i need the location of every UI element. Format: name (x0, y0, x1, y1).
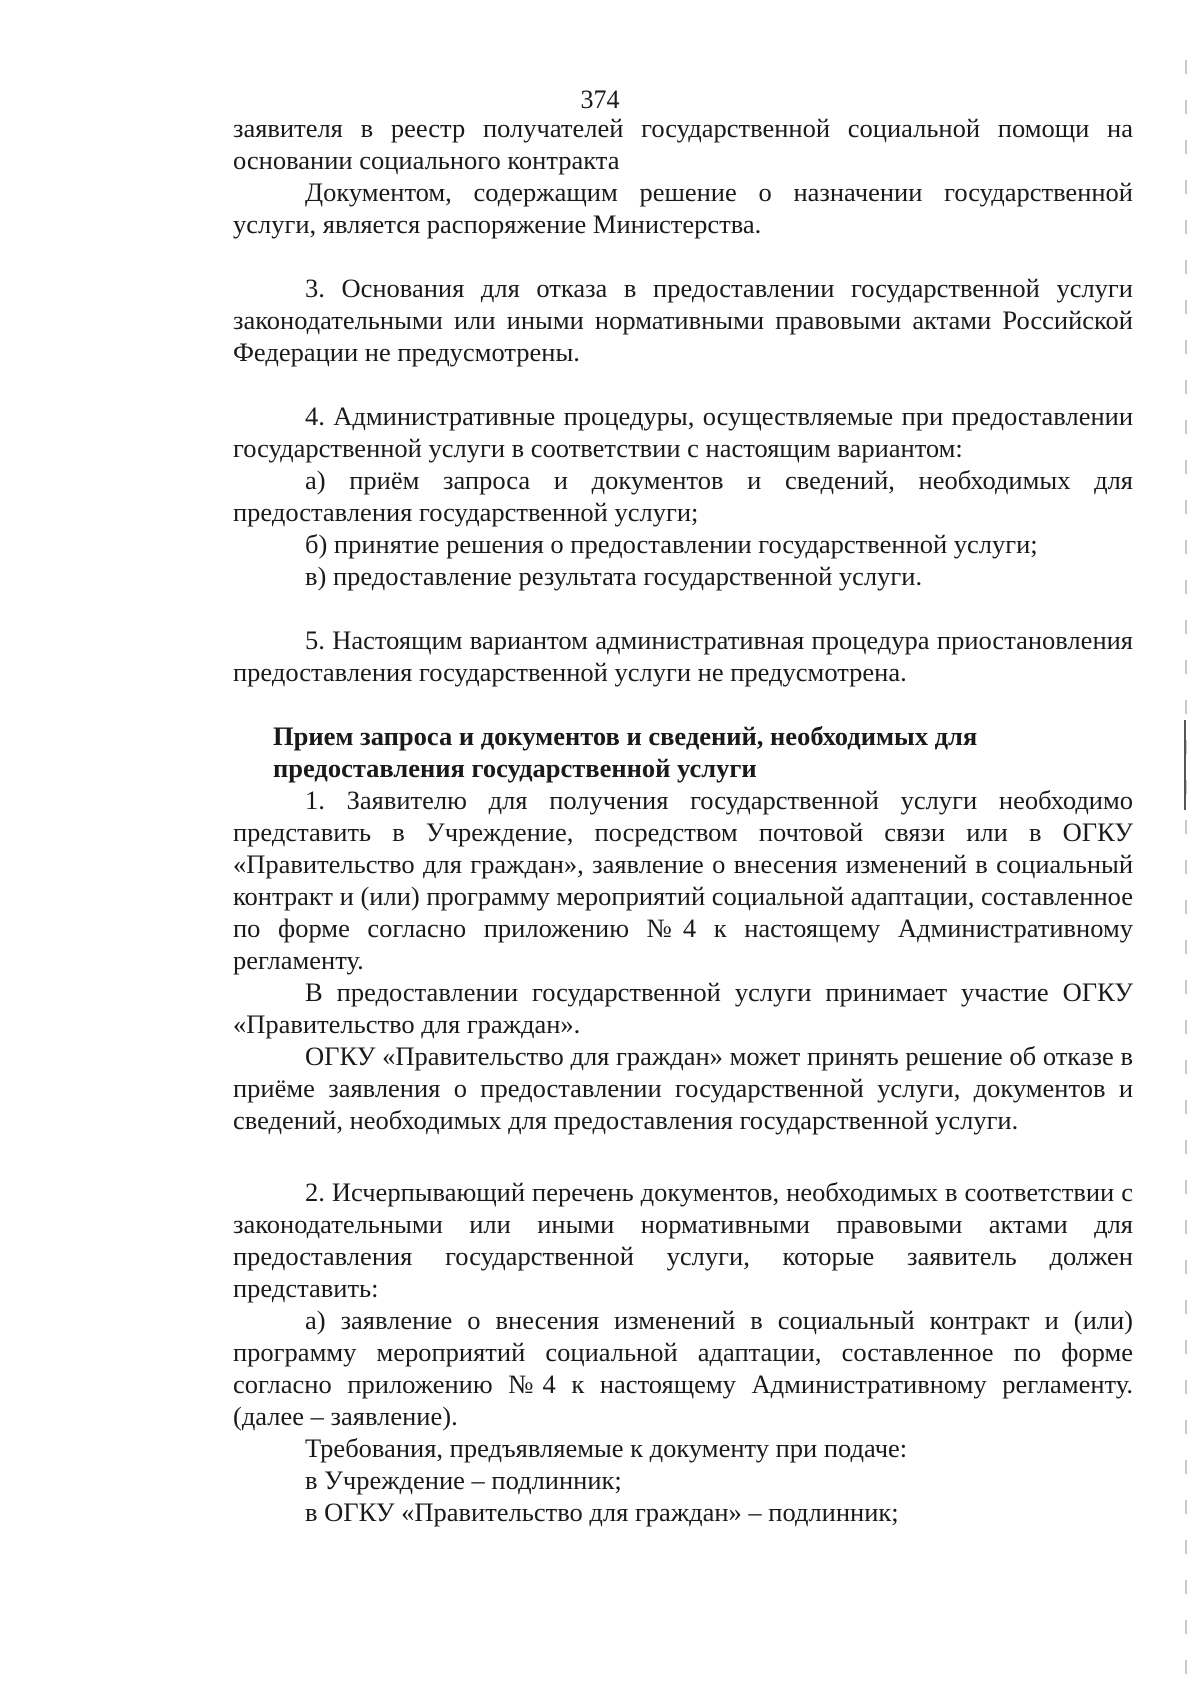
scan-edge-mark-dark (1184, 720, 1186, 810)
spacer (233, 240, 1133, 272)
paragraph-requirements: Требования, предъявляемые к документу при подаче: (305, 1433, 908, 1463)
paragraph-registry: заявителя в реестр получателей государственной социальной помощи на основании социального контракта (233, 113, 1133, 175)
paragraph-suspension: 5. Настоящим вариантом административная процедура приостановления предоставления государственной услуги не предусмотрена. (233, 625, 1133, 687)
spacer (233, 1136, 1133, 1176)
document-body (233, 112, 1133, 1528)
paragraph-document-list: 2. Исчерпывающий перечень документов, необходимых в соответствии с законодательными или иными нормативными правовыми актами для предоставления государственной услуги, которые заявитель должен представить: (233, 1177, 1133, 1303)
paragraph-ogku-original: в ОГКУ «Правительство для граждан» – подлинник; (305, 1497, 899, 1527)
paragraph-admin-procedures: 4. Административные процедуры, осуществляемые при предоставлении государственной услуги в соответствии с настоящим вариантом: (233, 401, 1133, 463)
section-heading (233, 720, 1133, 784)
paragraph-application-submission: 1. Заявителю для получения государственной услуги необходимо представить в Учреждение, посредством почтовой связи или в ОГКУ «Правительство для граждан», заявление о внесения изменений в социальный контракт и (или) программу мероприятий социальной адаптации, составленное по форме согласно приложению №4 к настоящему Административному регламенту. (233, 785, 1133, 975)
spacer (233, 368, 1133, 400)
paragraph-refusal-grounds: 3. Основания для отказа в предоставлении государственной услуги законодательными или иными нормативными правовыми актами Российской Федерации не предусмотрены. (233, 273, 1133, 367)
list-item-a: а) приём запроса и документов и сведений, необходимых для предоставления государственной услуги; (233, 465, 1133, 527)
paragraph-refusal-acceptance: ОГКУ «Правительство для граждан» может принять решение об отказе в приёме заявления о предоставлении государственной услуги, документов и сведений, необходимых для предоставления государственной услуги. (233, 1041, 1133, 1135)
section-heading-line-1: Прием запроса и документов и сведений, необходимых для (273, 721, 978, 751)
paragraph-participation: В предоставлении государственной услуги принимает участие ОГКУ «Правительство для граждан». (233, 977, 1133, 1039)
list-item-c: в) предоставление результата государственной услуги. (305, 561, 923, 591)
page-number: 374 (580, 85, 620, 114)
list-item-application: а) заявление о внесения изменений в социальный контракт и (или) программу мероприятий социальной адаптации, составленное по форме согласно приложению №4 к настоящему Административному регламенту.(далее – заявление). (233, 1305, 1133, 1431)
section-heading-line-2: предоставления государственной услуги (273, 753, 757, 783)
paragraph-decision-document: Документом, содержащим решение о назначении государственной услуги, является распоряжение Министерства. (233, 177, 1133, 239)
list-item-b: б) принятие решения о предоставлении государственной услуги; (305, 529, 1038, 559)
spacer (233, 688, 1133, 720)
scan-edge-mark (1185, 60, 1187, 1680)
spacer (233, 592, 1133, 624)
paragraph-institution-original: в Учреждение – подлинник; (305, 1465, 622, 1495)
